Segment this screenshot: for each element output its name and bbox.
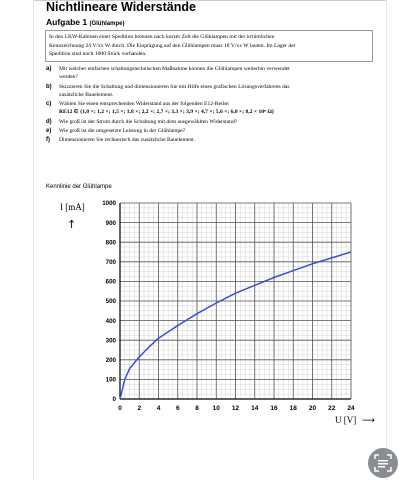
x-tick-label: 20 xyxy=(308,405,317,412)
y-tick-label: 700 xyxy=(105,259,116,266)
y-tick-label: 400 xyxy=(105,317,116,325)
y-tick-label: 200 xyxy=(105,357,116,364)
x-tick-label: 8 xyxy=(195,405,199,412)
x-tick-label: 2 xyxy=(137,405,142,412)
task-text: werden? xyxy=(59,74,78,81)
task-letter: d) xyxy=(46,118,52,125)
x-tick-label: 22 xyxy=(328,405,336,412)
x-tick-label: 4 xyxy=(156,405,161,412)
task-text: zusätzliche Bauelement. xyxy=(59,91,114,98)
e12-series: RE12 ∈ {1,0 ×; 1,2 ×; 1,5 ×; 1,8 ×; 2,2 ×; 2,7 ×; 3,3 ×; 3,9 ×; 4,7 ×; 5,6 ×; 6,8 ×; 8,2 × 10ⁿ Ω} xyxy=(59,109,275,116)
x-tick-label: 6 xyxy=(175,405,180,412)
chart-labels xyxy=(60,202,375,426)
task-letter: c) xyxy=(46,101,52,108)
x-tick-label: 12 xyxy=(231,405,240,412)
task-text: Dimensionieren Sie rechnerisch das zusätzliche Bauelement. xyxy=(59,137,196,144)
intro-line: Kennzeichnung 24 V/xx W durch. Die Einprägung auf den Glühlampen muss 18 V/xx W lauten. Im Lager der xyxy=(49,42,296,49)
y-tick-label: 800 xyxy=(105,239,116,247)
y-tick-label: 900 xyxy=(105,219,116,227)
text-recognition-icon xyxy=(374,454,392,472)
x-tick-label: 16 xyxy=(270,405,278,412)
chart-grid xyxy=(120,203,351,399)
task-letter: a) xyxy=(46,66,52,72)
task-letter: e) xyxy=(46,128,52,135)
y-axis-arrow: ↑ xyxy=(67,218,77,231)
chart-ticks xyxy=(102,200,355,412)
exercise-topic: (Glühlampe) xyxy=(89,21,125,27)
task-letter: b) xyxy=(46,83,52,90)
intro-line: In den LKW-Kabinen einer Spedition brennen nach kurzer Zeit die Glühlampen mit der irrtümlichen xyxy=(49,34,275,40)
intro-line: Spedition sind noch 1000 Stück vorhanden. xyxy=(49,51,147,58)
task-text: Wie groß ist der Strom durch die Schaltung mit dem ausgewählten Widerstand? xyxy=(59,118,238,125)
x-tick-label: 14 xyxy=(251,405,259,412)
x-axis-arrow: ⟶ xyxy=(362,416,375,426)
task-text: Wählen Sie einen entsprechenden Widerstand aus der folgenden E12-Reihe: xyxy=(59,101,230,108)
x-tick-label: 0 xyxy=(118,405,122,412)
y-tick-label: 600 xyxy=(105,278,116,286)
document-title: Nichtlineare Widerstände xyxy=(46,0,196,14)
y-tick-label: 0 xyxy=(112,396,116,404)
x-tick-label: 24 xyxy=(347,405,355,412)
x-tick-label: 18 xyxy=(289,405,297,412)
x-axis-label: U [V] xyxy=(335,415,357,425)
y-axis-label: I [mA] xyxy=(60,202,85,212)
task-text: Wie groß ist die umgesetzte Leistung in der Glühlampe? xyxy=(59,128,186,135)
chart-caption: Kennlinie der Glühlampe xyxy=(46,184,112,190)
y-tick-label: 100 xyxy=(105,376,116,384)
task-letter: f) xyxy=(46,137,50,144)
task-text: Mit welcher einfachen schaltungstechnischen Maßnahme können die Glühlampen weiterhin verwendet xyxy=(59,66,290,72)
y-tick-label: 1000 xyxy=(102,200,116,208)
exercise-number: Aufgabe 1 xyxy=(46,17,88,27)
task-text: Skizzieren Sie die Schaltung und dimensionieren Sie mit Hilfe eines grafischen Lösungsverfahrens das xyxy=(59,83,290,90)
y-tick-label: 500 xyxy=(105,298,116,306)
y-tick-label: 300 xyxy=(105,337,116,345)
text-recognition-button[interactable] xyxy=(368,448,398,478)
x-tick-label: 10 xyxy=(212,405,220,412)
